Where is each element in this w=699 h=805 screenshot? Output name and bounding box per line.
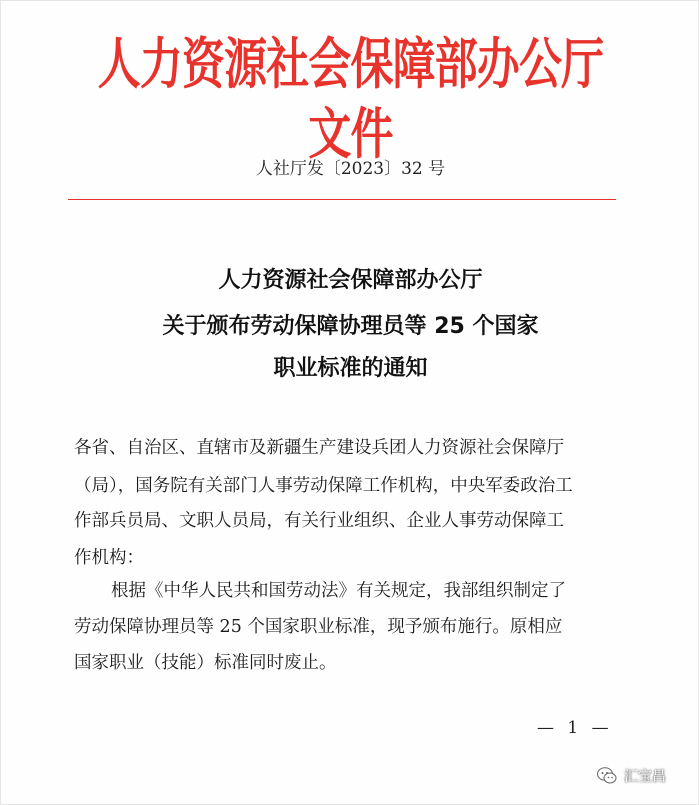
page-number: — 1 — [537, 718, 613, 738]
body-line: 作机构： [74, 548, 144, 568]
issuer-title: 人力资源社会保障部办公厅文件 [97, 31, 604, 166]
body-line: 根据《中华人民共和国劳动法》有关规定，我部组织制定了 [111, 581, 566, 601]
body-line: 作部兵员局、文职人员局，有关行业组织、企业人事劳动保障工 [74, 511, 564, 531]
body-line: 各省、自治区、直辖市及新疆生产建设兵团人力资源社会保障厅 [74, 438, 564, 458]
body-line: 国家职业（技能）标准同时废止。 [74, 653, 337, 673]
document-number: 人社厅发〔2023〕32 号 [255, 159, 446, 179]
notice-title-line-3: 职业标准的通知 [273, 356, 428, 381]
notice-title-line-2: 关于颁布劳动保障协理员等 25 个国家 [162, 314, 539, 339]
wechat-icon [596, 765, 618, 787]
body-line: 劳动保障协理员等 25 个国家职业标准，现予颁布施行。原相应 [74, 617, 563, 637]
notice-title-line-1: 人力资源社会保障部办公厅 [218, 268, 483, 293]
body-line: （局），国务院有关部门人事劳动保障工作机构，中央军委政治工 [74, 476, 573, 496]
watermark-text: 汇宝昌 [624, 769, 666, 785]
watermark [596, 762, 666, 790]
red-divider [68, 199, 616, 200]
